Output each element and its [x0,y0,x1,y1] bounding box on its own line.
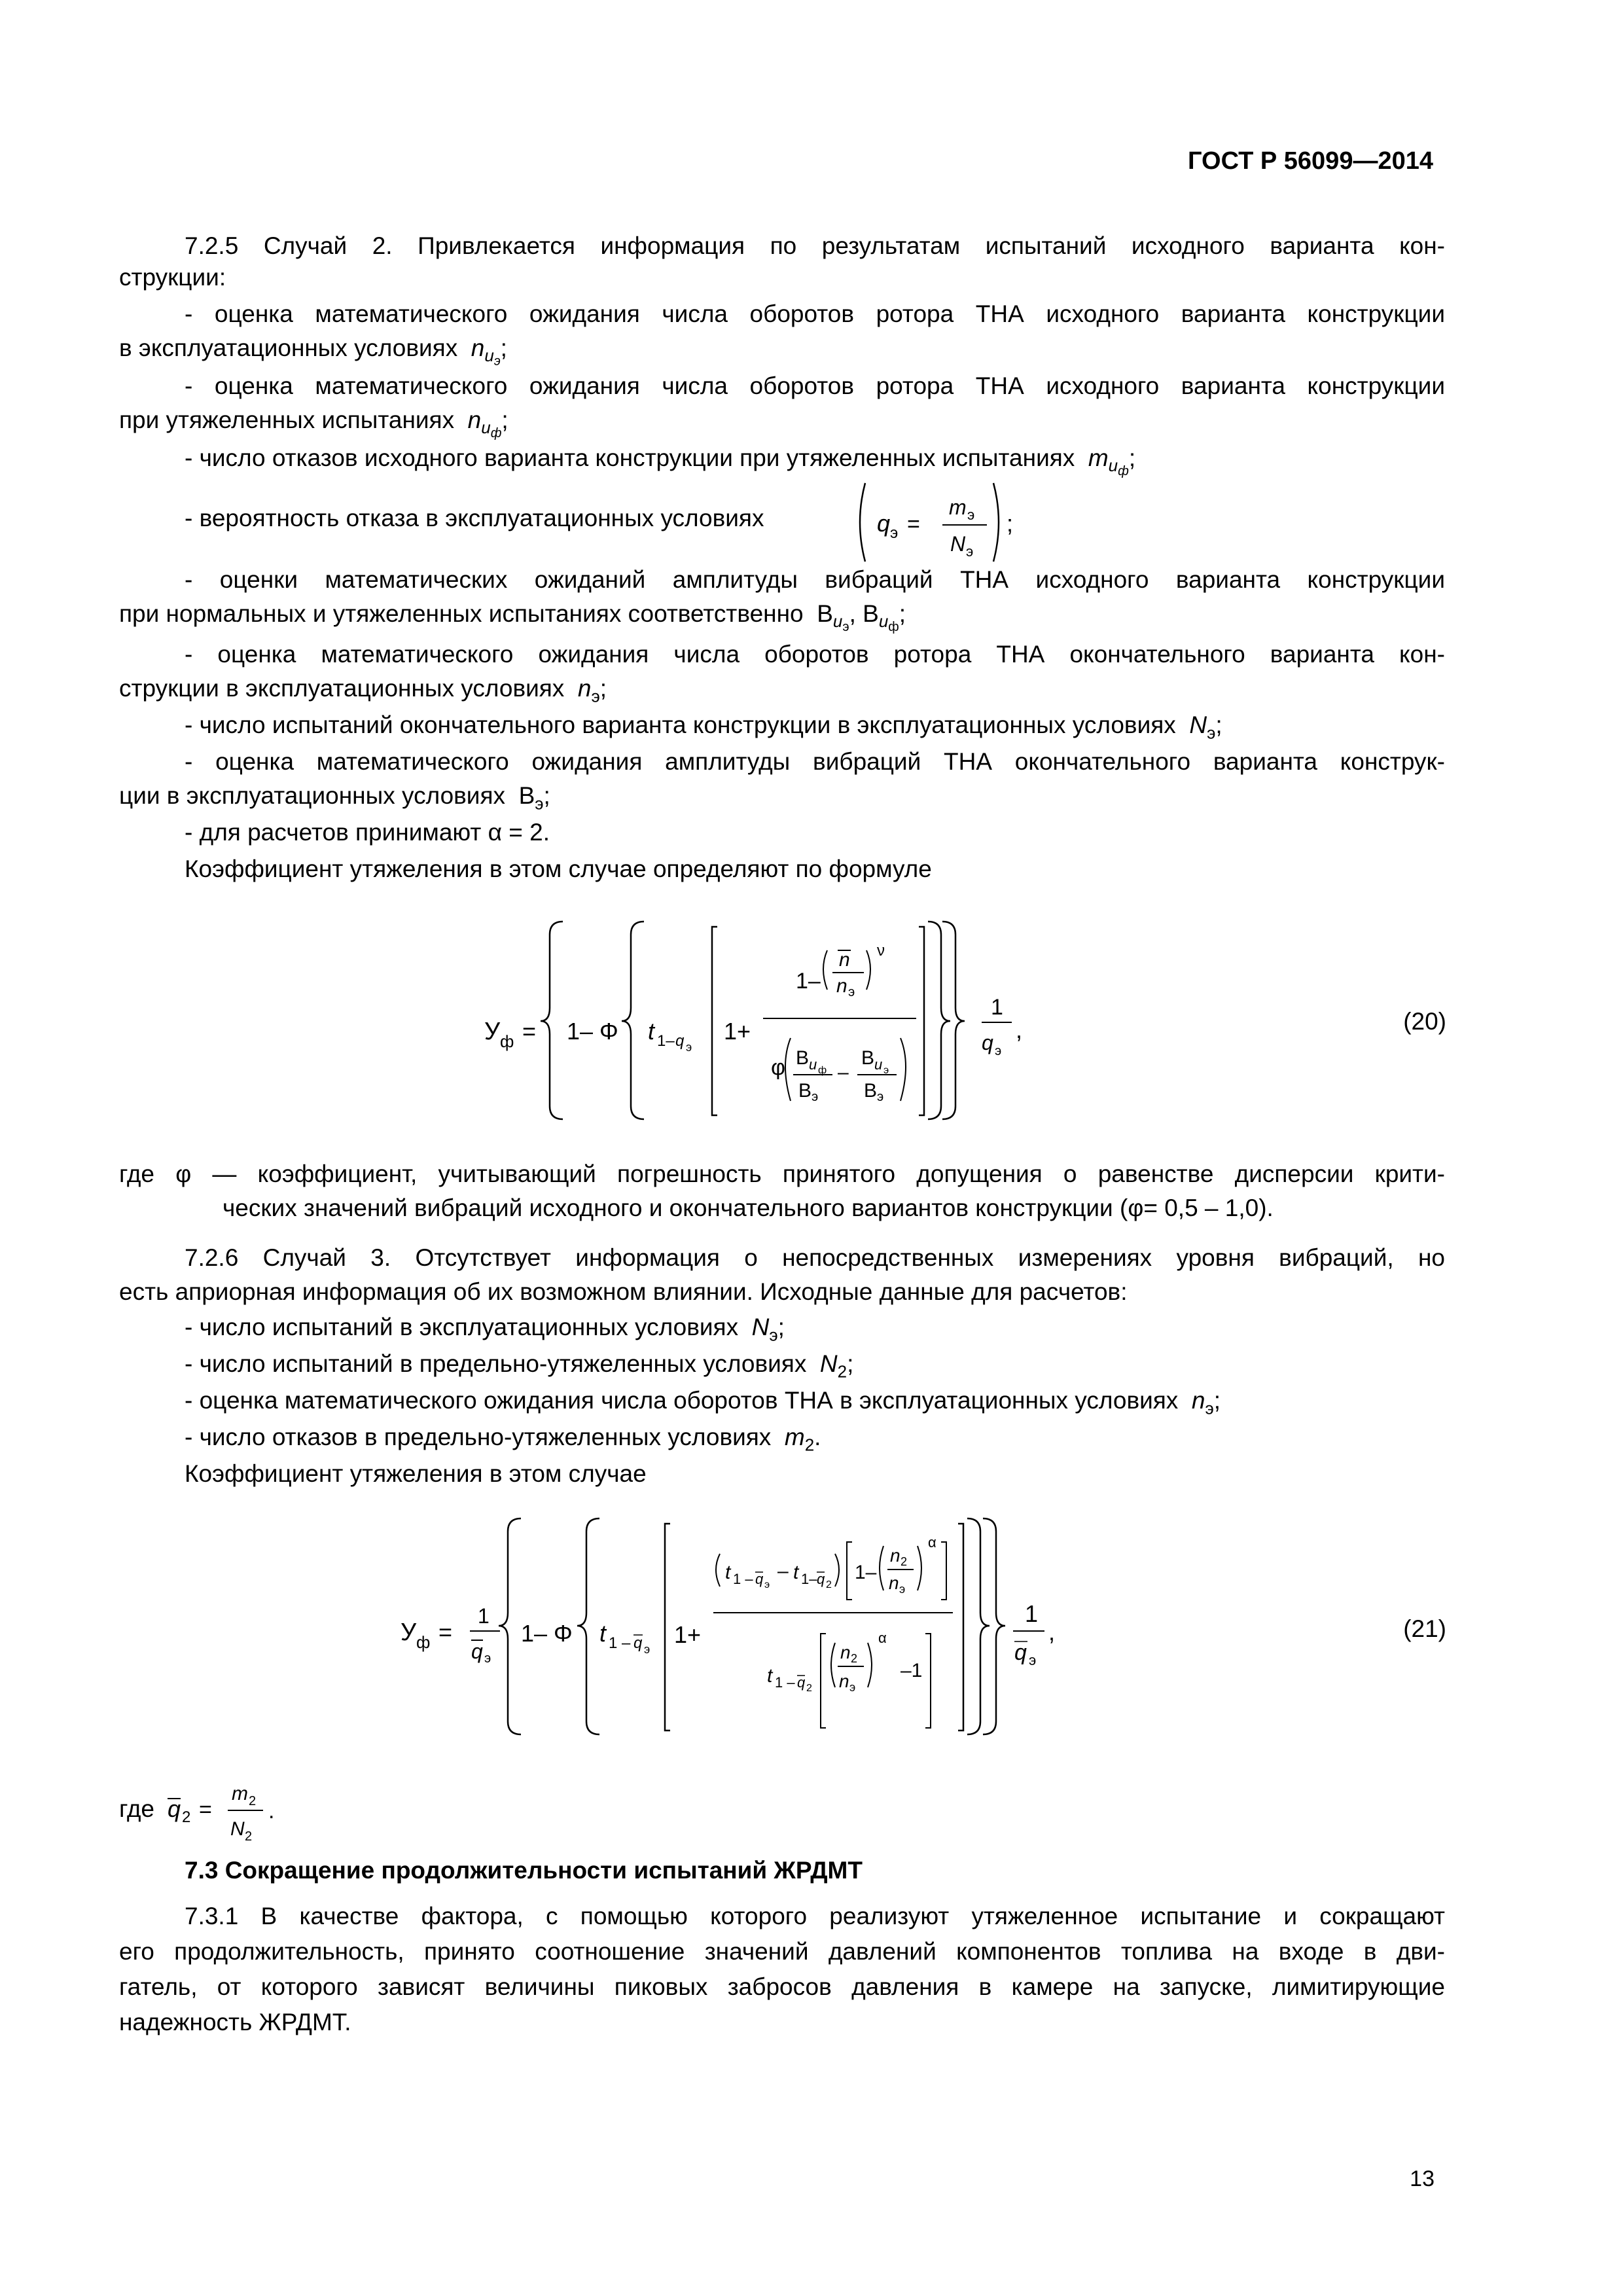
svg-text:N: N [950,532,966,556]
svg-text:–: – [838,1062,849,1083]
line-text: в эксплуатационных условиях [119,334,458,361]
paragraph-line: - число испытаний окончательного варианта конструкции в эксплуатационных условиях $N_э$; [185,711,1222,743]
svg-text:э: э [484,1651,491,1666]
symbol-n-e: $n_э$ [1185,1387,1214,1418]
svg-text:t: t [648,1018,655,1045]
svg-text:–1: –1 [901,1660,923,1681]
paragraph-line: - оценка математического ожидания амплитуды вибраций ТНА окончательного варианта конструк- [185,748,1445,775]
paragraph-line: его продолжительность, принято соотношение значений давлений компонентов топлива на входе в дви- [119,1938,1445,1965]
svg-text:q: q [675,1032,685,1050]
svg-text:э: э [883,1065,889,1076]
svg-text:t: t [725,1562,731,1583]
svg-text:2: 2 [249,1794,257,1808]
svg-text:э: э [995,1044,1002,1058]
line-text: ции в эксплуатационных условиях [119,782,506,809]
svg-text:2: 2 [182,1808,191,1826]
line-text: - оценка математического ожидания числа оборотов ТНА в эксплуатационных условиях [185,1387,1179,1414]
paragraph-line: 7.3.1 В качестве фактора, с помощью которого реализуют утяжеленное испытание и сокращают [185,1903,1445,1929]
symbol-n-if: $n_{и_ф}$ [461,406,502,441]
line-text: - число отказов исходного варианта конструкции при утяжеленных испытаниях [185,444,1075,471]
svg-text:φ: φ [771,1055,786,1080]
q2-definition-formula [165,1767,296,1846]
symbol-N-e: $N_э$ [1183,711,1216,743]
svg-text:э: э [967,507,975,523]
svg-text:n: n [840,1642,851,1662]
svg-text:и: и [874,1056,883,1073]
symbol-n-ie: $n_{и_э}$ [464,334,501,369]
svg-text:э: э [890,524,899,542]
svg-text:1: 1 [991,995,1003,1020]
svg-text:q: q [471,1640,483,1663]
equation-number: (21) [1403,1615,1446,1642]
svg-text:э: э [848,985,855,999]
svg-text:ν: ν [877,942,885,960]
line-text: - число испытаний в предельно-утяжеленных условиях [185,1350,807,1377]
svg-text:В: В [861,1047,875,1069]
svg-text:n: n [890,1545,901,1566]
svg-text:q: q [755,1571,764,1587]
paragraph-line: - число отказов исходного варианта конструкции при утяжеленных испытаниях $m_{и_ф}$; [185,444,1136,479]
paragraph-line: - для расчетов принимают α = 2. [185,819,550,846]
svg-text:=: = [438,1619,453,1645]
svg-text:α: α [878,1630,887,1646]
line-text: струкции в эксплуатационных условиях [119,675,565,702]
svg-text:q: q [168,1795,181,1822]
svg-text:1– Φ: 1– Φ [567,1018,618,1045]
line-text: - число испытаний в эксплуатационных условиях [185,1314,739,1340]
svg-text:1–: 1– [855,1562,877,1583]
svg-text:В: В [798,1080,812,1102]
svg-text:э: э [849,1681,856,1694]
svg-text:n: n [889,1573,899,1593]
svg-text:2: 2 [245,1829,253,1844]
line-text: - число испытаний окончательного варианта конструкции в эксплуатационных условиях [185,711,1176,738]
symbol-b-ie-b-if: $В_{и_э}$, $В_{и_ф}$; [810,600,906,635]
paragraph-line: - оценка математического ожидания числа оборотов ротора ТНА исходного варианта конструкции [185,372,1445,399]
svg-text:=: = [907,512,920,537]
svg-text:2: 2 [851,1652,858,1665]
svg-text:э: э [812,1090,819,1104]
line-text: при нормальных и утяжеленных испытаниях соответственно [119,600,804,627]
svg-text:1– Φ: 1– Φ [521,1620,573,1647]
svg-text:э: э [644,1643,651,1656]
svg-text:1+: 1+ [724,1018,751,1045]
paragraph-line: в эксплуатационных условиях $n_{и_э}$; [119,334,507,369]
paragraph-line: - оценка математического ожидания числа оборотов ротора ТНА окончательного варианта кон- [185,641,1445,668]
equation-21-graphic [366,1505,1139,1748]
page-number: 13 [1410,2166,1435,2191]
svg-text:э: э [686,1041,692,1054]
symbol-b-e: $В_э$; [512,782,550,814]
svg-text:1 –: 1 – [733,1571,753,1587]
svg-text:2: 2 [806,1683,812,1694]
paragraph-line: - оценка математического ожидания числа оборотов ТНА в эксплуатационных условиях $n_э$; [185,1387,1221,1418]
svg-text:,: , [1048,1619,1056,1645]
svg-text:α: α [928,1534,936,1551]
svg-text:ф: ф [818,1065,827,1076]
svg-text:N: N [230,1818,245,1840]
svg-text:=: = [522,1018,537,1045]
line-text: - число отказов в предельно-утяжеленных условиях [185,1424,772,1450]
svg-text:В: В [796,1047,810,1069]
equation-21 [0,1505,1623,1748]
paragraph-line: - оценки математических ожиданий амплитуды вибраций ТНА исходного варианта конструкции [185,566,1445,593]
svg-text:1–: 1– [801,1571,817,1587]
symbol-n-e: $n_э$ [571,675,600,706]
svg-text:У: У [401,1619,417,1646]
svg-text:q: q [817,1571,825,1587]
svg-text:ф: ф [500,1031,514,1051]
paragraph-line: струкции: [119,264,226,291]
paragraph-line [119,780,1445,819]
line-text: при утяжеленных испытаниях [119,406,455,433]
svg-text:э: э [764,1579,770,1590]
symbol-N-e: $N_э$ [745,1314,778,1345]
paragraph-line: где φ — коэффициент, учитывающий погрешность принятого допущения о равенстве дисперсии крити- [119,1160,1445,1187]
svg-text:2: 2 [901,1555,908,1568]
svg-text:;: ; [1007,510,1014,537]
svg-text:m: m [949,495,967,519]
svg-text:1: 1 [478,1604,490,1628]
svg-text:q: q [633,1634,643,1652]
svg-text:n: n [836,975,847,997]
svg-text:и: и [809,1056,817,1073]
paragraph-line: при утяжеленных испытаниях $n_{и_ф}$; [119,406,508,441]
svg-text:t: t [599,1620,607,1647]
paragraph-line: - число отказов в предельно-утяжеленных условиях $m_2$. [185,1424,821,1455]
symbol-N-2: $N_2$ [813,1350,847,1382]
paragraph-line: гатель, от которого зависят величины пиковых забросов давления в камере на запуске, лимитирующие [119,1973,1445,2000]
svg-text:ф: ф [416,1632,431,1652]
line-text: где [119,1795,155,1822]
paragraph-line: Коэффициент утяжеления в этом случае [185,1460,647,1487]
paragraph-line: надежность ЖРДМТ. [119,2009,351,2036]
probability-formula [851,476,1021,568]
standard-code-header: ГОСТ Р 56099—2014 [1188,147,1433,175]
svg-text:,: , [1016,1016,1023,1043]
svg-text:э: э [1029,1652,1037,1668]
svg-text:q: q [1014,1640,1027,1665]
svg-text:.: . [268,1799,275,1823]
svg-text:У: У [484,1018,501,1045]
equation-20 [0,910,1623,1132]
paragraph-line: Коэффициент утяжеления в этом случае определяют по формуле [185,855,932,882]
svg-text:1–: 1– [657,1032,675,1050]
svg-text:э: э [899,1583,906,1596]
svg-text:q: q [982,1031,993,1054]
svg-text:1: 1 [1025,1600,1039,1627]
svg-text:–: – [777,1560,789,1582]
equation-number: (20) [1403,1008,1446,1035]
svg-text:t: t [767,1665,773,1687]
symbol-m-2: $m_2$ [777,1424,815,1455]
svg-text:э: э [877,1090,884,1104]
paragraph-line: - вероятность отказа в эксплуатационных условиях [185,505,764,531]
svg-text:t: t [793,1562,799,1583]
paragraph-line: есть априорная информация об их возможном влиянии. Исходные данные для расчетов: [119,1278,1128,1305]
svg-text:В: В [864,1080,878,1102]
svg-text:n: n [839,1671,849,1691]
svg-text:m: m [232,1783,248,1804]
svg-text:1 –: 1 – [775,1674,795,1691]
paragraph-line: 7.2.5 Случай 2. Привлекается информация по результатам испытаний исходного варианта кон- [185,232,1445,259]
paragraph-line: - оценка математического ожидания числа оборотов ротора ТНА исходного варианта конструкции [185,300,1445,327]
svg-text:1 –: 1 – [609,1634,631,1652]
svg-text:1+: 1+ [674,1621,702,1648]
paragraph-line: - число испытаний в эксплуатационных условиях $N_э$; [185,1314,785,1345]
svg-text:n: n [839,949,850,971]
paragraph-line: струкции в эксплуатационных условиях $n_э$; [119,675,607,706]
svg-text:q: q [797,1674,806,1691]
svg-text:q: q [877,510,891,537]
paragraph-line [119,1793,1445,1825]
paragraph-line: ческих значений вибраций исходного и окончательного вариантов конструкции (φ= 0,5 – 1,0). [223,1194,1274,1221]
svg-text:2: 2 [826,1579,832,1590]
symbol-m-if: $m_{и_ф}$ [1081,444,1129,479]
svg-text:1–: 1– [796,969,821,994]
svg-text:=: = [199,1797,212,1822]
equation-20-graphic [432,910,1086,1132]
paragraph-line: 7.2.6 Случай 3. Отсутствует информация о непосредственных измерениях уровня вибраций, но [185,1244,1445,1271]
paragraph-line: - число испытаний в предельно-утяжеленных условиях $N_2$; [185,1350,854,1382]
paragraph-line [119,598,1445,643]
svg-text:э: э [966,543,974,560]
section-title: 7.3 Сокращение продолжительности испытаний ЖРДМТ [185,1857,863,1884]
